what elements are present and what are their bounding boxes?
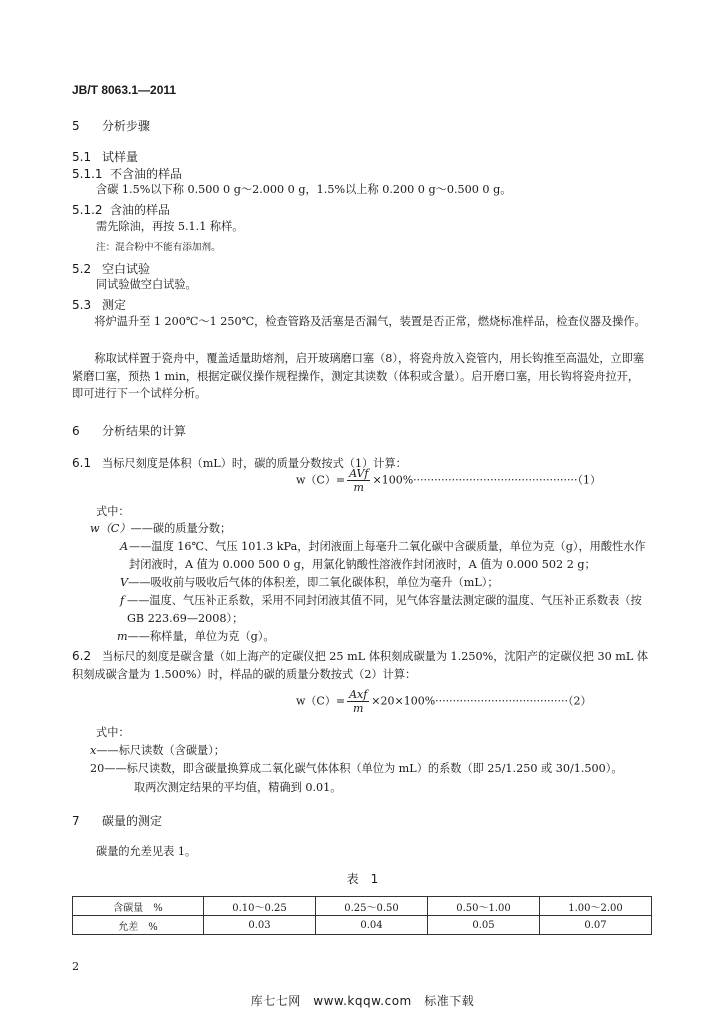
footer-watermark: 库七七网 www.kqqw.com 标准下载 bbox=[250, 994, 475, 1008]
section-5-1-heading bbox=[72, 148, 138, 165]
definition-text: ——温度、气压补正系数，采用不同封闭液其值不同，见气体容量法测定碳的温度、气压补正系数表（按 GB 223.69—2008）； bbox=[127, 594, 642, 625]
section-number: 6.1 bbox=[72, 456, 92, 470]
standard-number: JB/T 8063.1—2011 bbox=[72, 83, 177, 97]
table-cell: 0.05 bbox=[428, 916, 540, 935]
definition-text: ——温度 16℃、气压 101.3 kPa，封闭液面上每毫升二氧化碳中含碳质量，单位为克（g），用酸性水作封闭液时，A 值为 0.000 500 0 g，用氯化钠酸性溶液作封闭液时，A 值为 0.000 502 2 g； bbox=[129, 540, 646, 571]
definition-x bbox=[90, 742, 225, 760]
definition-20 bbox=[90, 760, 623, 778]
table-cell: 0.10～0.25 bbox=[204, 897, 316, 916]
section-6-1-text: 当标尺刻度是体积（mL）时，碳的质量分数按式（1）计算： bbox=[102, 457, 407, 470]
page-number: 2 bbox=[72, 960, 80, 973]
definition-m bbox=[117, 628, 275, 646]
table-cell: 1.00～2.00 bbox=[540, 897, 652, 916]
section-title: 空白试验 bbox=[102, 262, 151, 276]
formula-lhs: w（C）= bbox=[296, 694, 346, 708]
definition-text: ——碳的质量分数； bbox=[130, 522, 232, 535]
formula-rhs: ×20×100% bbox=[371, 694, 436, 708]
definition-v bbox=[120, 574, 499, 592]
table-cell: 0.50～1.00 bbox=[428, 897, 540, 916]
definition-a bbox=[120, 538, 128, 556]
tolerance-table bbox=[72, 896, 652, 935]
section-number: 5.1 bbox=[72, 150, 92, 164]
section-5-1-1-heading bbox=[72, 165, 182, 182]
where-label: 式中： bbox=[96, 505, 130, 518]
section-title: 分析结果的计算 bbox=[102, 424, 187, 438]
formula-rhs: ×100% bbox=[372, 473, 414, 487]
definition-a-text bbox=[129, 538, 653, 573]
formula-denominator: m bbox=[353, 481, 364, 494]
table-caption: 表 1 bbox=[346, 872, 379, 886]
definition-text: ——吸收前与吸收后气体的体积差，即二氧化碳体积，单位为毫升（mL）； bbox=[128, 576, 499, 589]
table-row bbox=[73, 916, 652, 935]
formula-2 bbox=[296, 688, 592, 715]
definition-f-text bbox=[127, 592, 653, 627]
table-cell: 0.03 bbox=[204, 916, 316, 935]
section-number: 5.2 bbox=[72, 262, 92, 276]
definition-symbol: x bbox=[90, 744, 97, 757]
section-number: 5 bbox=[72, 119, 80, 133]
section-5-3-paragraph-2: 称取试样置于瓷舟中，覆盖适量助熔剂，启开玻璃磨口塞（8），将瓷舟放入瓷管内，用长钩推至高温处，立即塞紧磨口塞，预热 1 min，根据定碳仪操作规程操作，测定其读数（体积或含量）。启开磨口塞，用长钩将瓷舟拉开，即可进行下一个试样分析。 bbox=[72, 352, 645, 401]
section-5-1-2-text: 需先除油，再按 5.1.1 称样。 bbox=[96, 220, 244, 233]
formula-numerator: Axf bbox=[349, 688, 368, 701]
where-label: 式中： bbox=[96, 726, 130, 739]
formula-numerator: AVf bbox=[349, 467, 369, 480]
section-6-2-paragraph bbox=[72, 648, 650, 683]
section-title: 测定 bbox=[102, 298, 127, 312]
definition-symbol: A bbox=[120, 540, 129, 553]
table-cell: 含碳量 % bbox=[73, 897, 204, 916]
table-cell: 0.25～0.50 bbox=[316, 897, 428, 916]
definition-text: ——称样量，单位为克（g）。 bbox=[127, 630, 275, 643]
section-6-heading bbox=[72, 422, 186, 439]
formula-equation-number: （1） bbox=[577, 473, 601, 487]
section-number: 7 bbox=[72, 814, 80, 828]
definition-symbol: f bbox=[120, 594, 125, 607]
formula-fraction bbox=[347, 467, 370, 494]
formula-leader-dots: ··············································· bbox=[413, 473, 578, 487]
section-5-heading bbox=[72, 117, 150, 134]
table-cell: 允差 % bbox=[73, 916, 204, 935]
closing-text: 取两次测定结果的平均值，精确到 0.01。 bbox=[134, 781, 342, 794]
table-row bbox=[73, 897, 652, 916]
definition-wc bbox=[90, 520, 231, 538]
table-cell: 0.04 bbox=[316, 916, 428, 935]
formula-fraction bbox=[347, 688, 369, 715]
section-5-2-heading bbox=[72, 260, 150, 277]
note: 注：混合粉中不能有添加剂。 bbox=[96, 242, 221, 253]
table-cell: 0.07 bbox=[540, 916, 652, 935]
section-title: 试样量 bbox=[102, 150, 139, 164]
section-number: 6 bbox=[72, 424, 80, 438]
definition-f bbox=[120, 592, 124, 610]
section-number: 5.1.1 bbox=[72, 167, 103, 181]
definition-text: ——标尺读数（含碳量）； bbox=[96, 744, 225, 757]
section-number: 5.3 bbox=[72, 298, 92, 312]
section-title: 含油的样品 bbox=[110, 203, 171, 217]
section-number: 6.2 bbox=[72, 649, 92, 663]
formula-leader-dots: ······································ bbox=[435, 694, 569, 708]
formula-denominator: m bbox=[352, 702, 364, 715]
section-title: 分析步骤 bbox=[102, 119, 151, 133]
section-title: 碳量的测定 bbox=[102, 814, 163, 828]
section-5-1-1-text: 含碳 1.5%以下称 0.500 0 g～2.000 0 g，1.5%以上称 0.200 0 g～0.500 0 g。 bbox=[96, 183, 512, 196]
definition-text: ——标尺读数，即含碳量换算成二氧化碳气体体积（单位为 mL）的系数（即 25/1.250 或 30/1.500）。 bbox=[104, 762, 623, 775]
formula-equation-number: （2） bbox=[568, 694, 592, 708]
formula-1 bbox=[296, 467, 601, 494]
section-7-text: 碳量的允差见表 1。 bbox=[96, 845, 197, 858]
section-7-heading bbox=[72, 812, 162, 829]
definition-symbol: m bbox=[117, 630, 128, 643]
section-6-2-text: 当标尺的刻度是碳含量（如上海产的定碳仪把 25 mL 体积刻成碳量为 1.250%，沈阳产的定碳仪把 30 mL 体积刻成碳含量为 1.500%）时，样品的碳的质量分数按式（2）计算： bbox=[72, 650, 649, 681]
section-5-3-heading bbox=[72, 296, 126, 313]
definition-symbol: V bbox=[120, 576, 129, 589]
section-title: 不含油的样品 bbox=[110, 167, 183, 181]
section-number: 5.1.2 bbox=[72, 203, 103, 217]
section-5-2-text: 同试验做空白试验。 bbox=[96, 278, 197, 291]
definition-symbol: 20 bbox=[90, 762, 105, 775]
section-5-1-2-heading bbox=[72, 201, 170, 218]
section-5-3-paragraph-1: 将炉温升至 1 200℃～1 250℃，检查管路及活塞是否漏气，装置是否正常，燃烧标准样品，检查仪器及操作。 bbox=[94, 315, 646, 328]
definition-symbol: w（C） bbox=[90, 522, 131, 535]
formula-lhs: w（C）= bbox=[296, 473, 346, 487]
